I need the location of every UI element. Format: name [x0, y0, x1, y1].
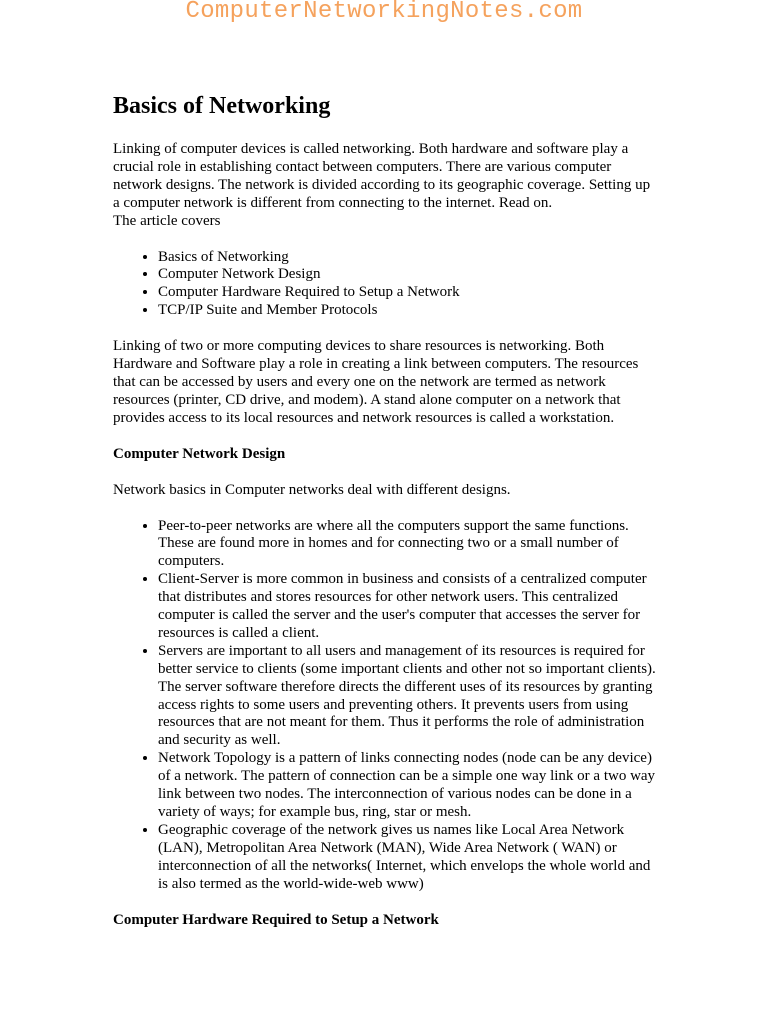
list-item: • Computer Hardware Required to Setup a Network: [158, 284, 658, 302]
list-item: • Computer Network Design: [158, 266, 658, 284]
site-watermark: ComputerNetworkingNotes.com: [185, 0, 583, 25]
list-item: • Client-Server is more common in business and consists of a centralized computer that distributes and stores resources for other network users. This centralized computer is called the server and the user's computer that accesses the server for resources is called a client.: [158, 571, 658, 643]
list-item: • Geographic coverage of the network gives us names like Local Area Network (LAN), Metropolitan Area Network (MAN), Wide Area Network ( WAN) or interconnection of all the networks( Internet, which envelops the whole world and is also termed as the world-wide-web www): [158, 822, 658, 894]
section-heading-hardware: Computer Hardware Required to Setup a Network: [113, 911, 439, 928]
list-item: • Servers are important to all users and management of its resources is required for better service to clients (some important clients and other not so important clients). The server software therefore directs the different uses of its resources by granting access rights to some users and preventing others. It prevents users from using resources that are not meant for them. Thus it performs the role of administration and security as well.: [158, 643, 658, 750]
basics-paragraph: Linking of two or more computing devices to share resources is networking. Both Hardware and Software play a role in creating a link between computers. The resources that can be accessed by users and every one on the network are termed as network resources (printer, CD drive, and modem). A stand alone computer on a network that provides access to its local resources and network resources is called a workstation.: [113, 338, 639, 426]
section-heading-design: Computer Network Design: [113, 445, 286, 462]
covers-label: The article covers: [113, 212, 221, 229]
design-intro: Network basics in Computer networks deal with different designs.: [113, 481, 511, 498]
list-item: • TCP/IP Suite and Member Protocols: [158, 302, 658, 320]
intro-paragraph: Linking of computer devices is called networking. Both hardware and software play a crucial role in establishing contact between computers. There are various computer network designs. The network is divided according to its geographic coverage. Setting up a computer network is different from connecting to the internet. Read on.: [113, 141, 651, 211]
design-list: [113, 518, 658, 894]
page-title: Basics of Networking: [113, 93, 331, 119]
list-item: • Basics of Networking: [158, 249, 658, 267]
list-item: • Peer-to-peer networks are where all the computers support the same functions. These are found more in homes and for connecting two or a small number of computers.: [158, 518, 658, 572]
article: [113, 91, 658, 929]
toc-list: [113, 249, 658, 321]
list-item: • Network Topology is a pattern of links connecting nodes (node can be any device) of a network. The pattern of connection can be a simple one way link or a two way link between two nodes. The interconnection of various nodes can be done in a variety of ways; for example bus, ring, star or mesh.: [158, 750, 658, 822]
